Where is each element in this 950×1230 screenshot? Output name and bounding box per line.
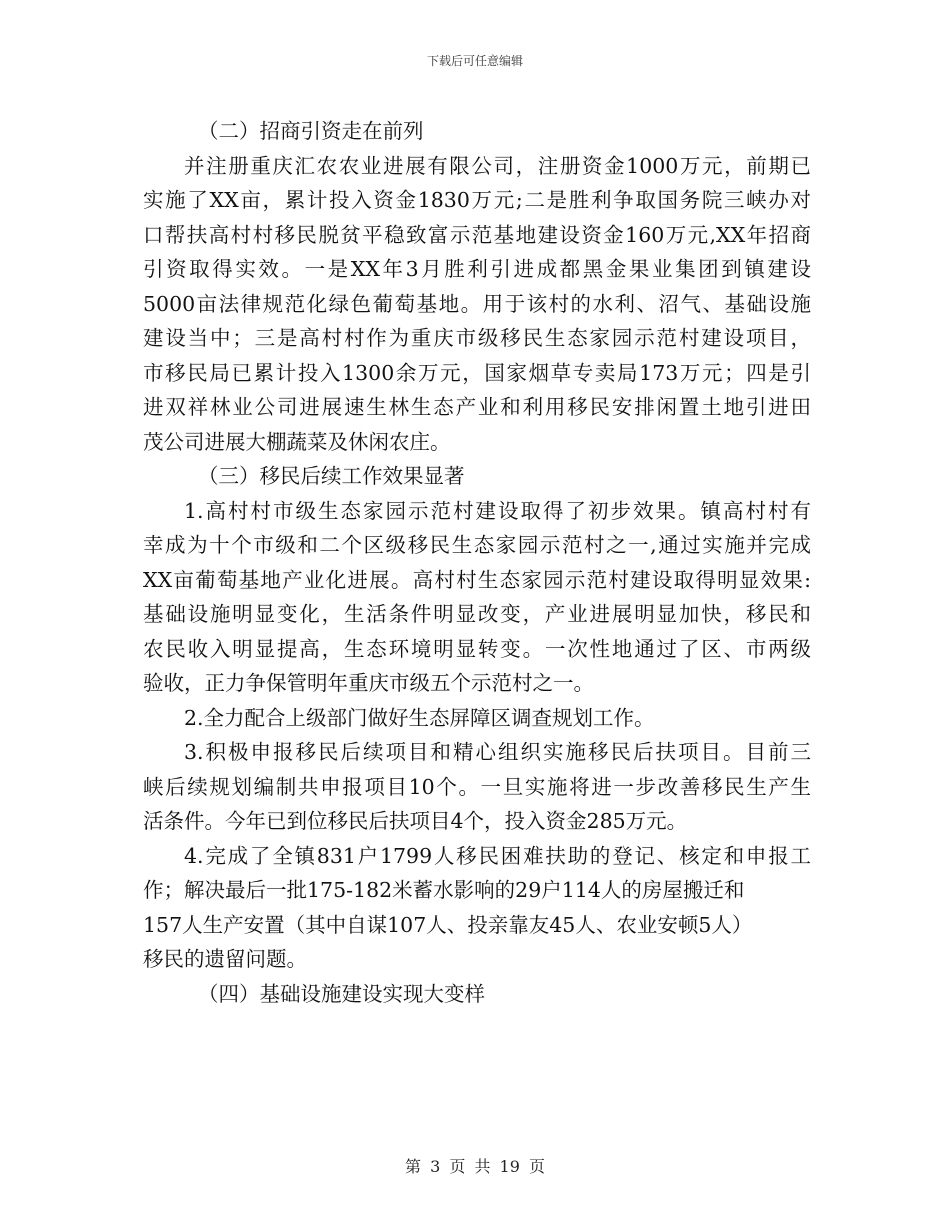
body-line: 实施了XX亩，累计投入资金1830万元;二是胜利争取国务院三峡办对 — [143, 188, 811, 212]
body-line: （三）移民后续工作效果显著 — [198, 464, 465, 488]
body-line: 基础设施明显变化，生活条件明显改变，产业进展明显加快，移民和 — [143, 602, 811, 626]
body-line: 幸成为十个市级和二个区级移民生态家园示范村之一,通过实施并完成 — [143, 533, 811, 557]
body-line: 2.全力配合上级部门做好生态屏障区调查规划工作。 — [184, 705, 655, 730]
body-line: （二）招商引资走在前列 — [198, 119, 424, 143]
body-line: （四）基础设施建设实现大变样 — [198, 981, 485, 1006]
body-line: 活条件。今年已到位移民后扶项目4个，投入资金285万元。 — [143, 809, 688, 833]
body-line: 3.积极申报移民后续项目和精心组织实施移民后扶项目。目前三 — [184, 740, 811, 764]
body-line: 移民的遗留问题。 — [143, 947, 307, 971]
body-line: 157人生产安置（其中自谋107人、投亲靠友45人、农业安顿5人） — [143, 912, 753, 937]
body-line: 市移民局已累计投入1300余万元，国家烟草专卖局173万元；四是引 — [143, 360, 811, 385]
body-line: 5000亩法律规范化绿色葡萄基地。用于该村的水利、沼气、基础设施 — [143, 291, 811, 316]
body-line: 茂公司进展大棚蔬菜及休闲农庄。 — [143, 429, 451, 454]
body-line: 并注册重庆汇农农业进展有限公司，注册资金1000万元，前期已 — [184, 153, 811, 178]
body-line: 农民收入明显提高，生态环境明显转变。一次性地通过了区、市两级 — [143, 636, 811, 661]
body-line: 进双祥林业公司进展速生林生态产业和利用移民安排闲置土地引进田 — [143, 395, 811, 419]
body-line: 建设当中；三是高村村作为重庆市级移民生态家园示范村建设项目， — [143, 326, 811, 350]
page-number-footer: 第 3 页 共 19 页 — [405, 1157, 545, 1176]
body-line: 作；解决最后一批175-182米蓄水影响的29户114人的房屋搬迁和 — [143, 878, 745, 902]
body-line: 4.完成了全镇831户1799人移民困难扶助的登记、核定和申报工 — [184, 843, 811, 868]
document-body — [143, 114, 811, 1011]
body-line: 峡后续规划编制共申报项目10个。一旦实施将进一步改善移民生产生 — [143, 774, 811, 799]
body-line: 引资取得实效。一是XX年3月胜利引进成都黑金果业集团到镇建设 — [143, 257, 811, 281]
body-line: 1.高村村市级生态家园示范村建设取得了初步效果。镇高村村有 — [184, 498, 811, 523]
body-line: XX亩葡萄基地产业化进展。高村村生态家园示范村建设取得明显效果: — [143, 567, 811, 592]
body-line: 口帮扶高村村移民脱贫平稳致富示范基地建设资金160万元,XX年招商 — [143, 222, 811, 247]
page-header: 下载后可任意编辑 — [426, 54, 523, 68]
body-line: 验收，正力争保管明年重庆市级五个示范村之一。 — [143, 671, 594, 695]
